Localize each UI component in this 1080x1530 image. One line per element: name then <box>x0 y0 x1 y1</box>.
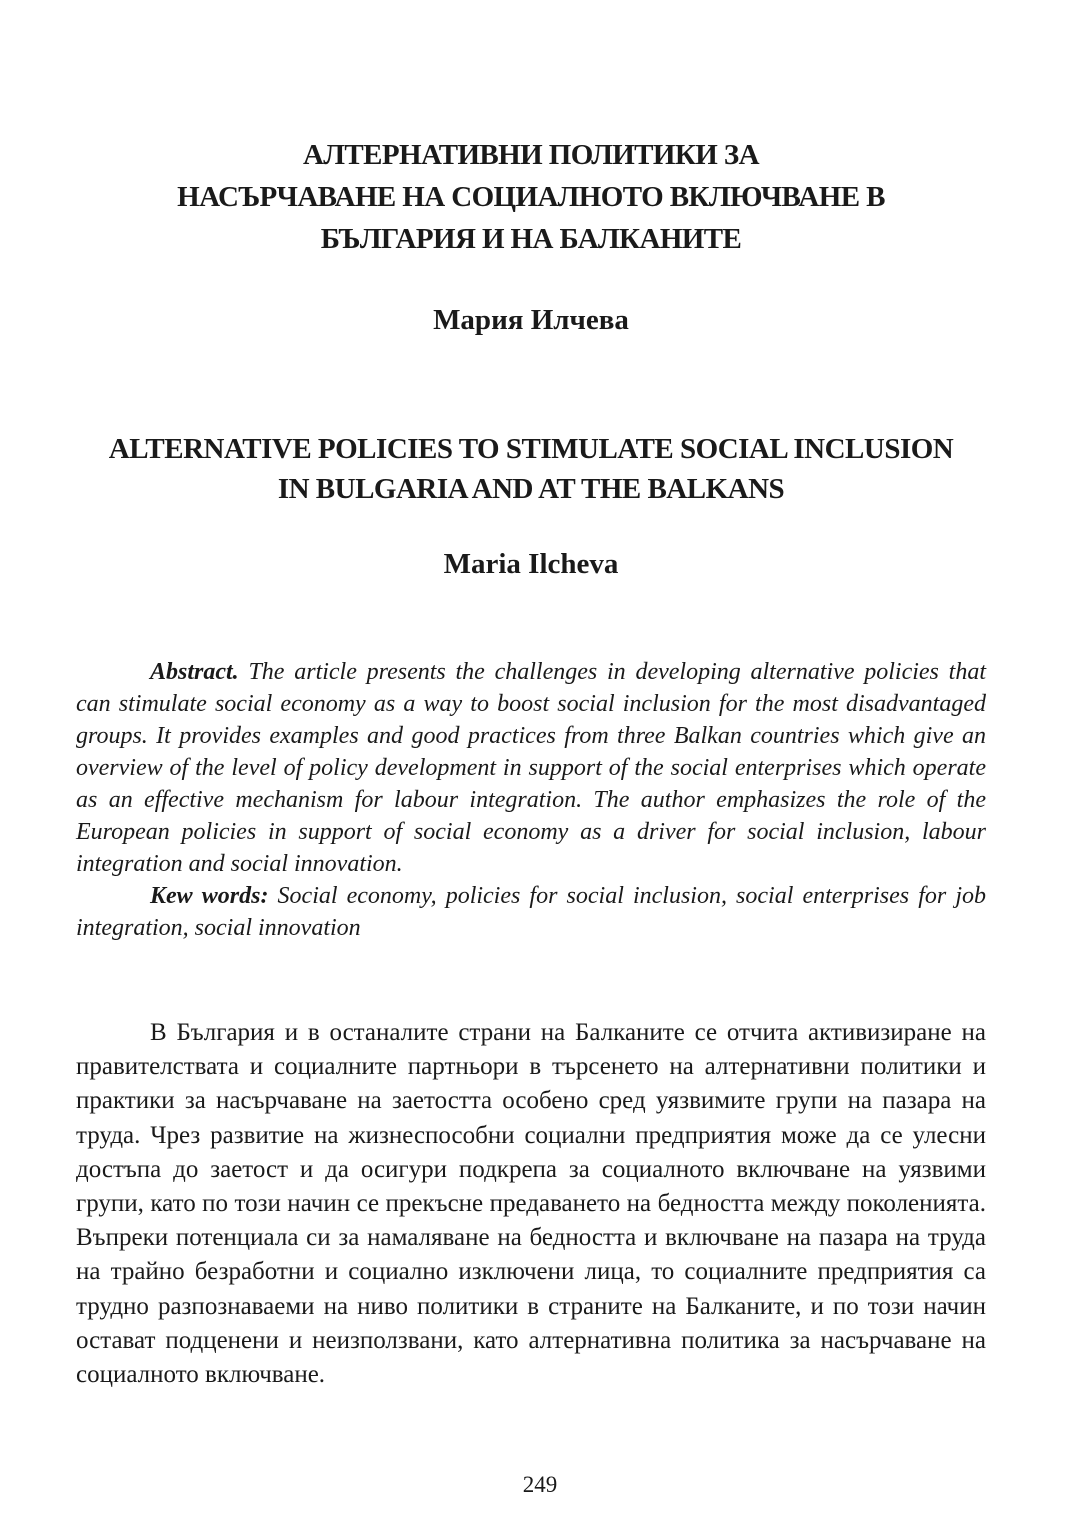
body-section <box>76 1016 986 1392</box>
bulgarian-title-line: АЛТЕРНАТИВНИ ПОЛИТИКИ ЗА <box>303 139 759 171</box>
bulgarian-title-line: НАСЪРЧАВАНЕ НА СОЦИАЛНОТО ВКЛЮЧВАНЕ В <box>177 181 885 213</box>
english-title-line: IN BULGARIA AND AT THE BALKANS <box>277 473 785 505</box>
bulgarian-title <box>76 134 986 260</box>
abstract-paragraph <box>76 656 986 880</box>
keywords-paragraph <box>76 880 986 944</box>
keywords-label: Kew words: <box>150 883 269 909</box>
body-paragraph: В България и в останалите страни на Балканите се отчита активизиране на правителствата и социалните партньори в търсенето на алтернативни политики и практики за насърчаване на заетостта особено сред уязвимите групи на пазара на труда. Чрез развитие на жизнеспособни социални предприятия може да се улесни достъпа до заетост и да осигури подкрепа за социалното включване на уязвими групи, като по този начин се прекъсне предаването на бедността между поколенията. Въпреки потенциала си за намаляване на бедността и включване на пазара на труда на трайно безработни и социално изключени лица, то социалните предприятия са трудно разпознаваеми на ниво политики в страните на Балканите, и по този начин остават подценени и неизползвани, като алтернативна политика за насърчаване на социалното включване. <box>76 1019 986 1389</box>
english-title-line: ALTERNATIVE POLICIES TO STIMULATE SOCIAL INCLUSION <box>108 433 954 465</box>
abstract-label: Abstract. <box>150 659 239 685</box>
english-title <box>76 429 986 509</box>
bulgarian-title-line: БЪЛГАРИЯ И НА БАЛКАНИТЕ <box>320 223 742 255</box>
abstract-text: The article presents the challenges in developing alternative policies that can stimulate social economy as a way to boost social inclusion for the most disadvantaged groups. It provides examples and good practices from three Balkan countries which give an overview of the level of policy development in support of the social enterprises which operate as an effective mechanism for labour integration. The author emphasizes the role of the European policies in support of social economy as a driver for social inclusion, labour integration and social innovation. <box>76 659 986 877</box>
bulgarian-author: Мария Илчева <box>433 304 629 336</box>
keywords-text: Social economy, policies for social inclusion, social enterprises for job integration, social innovation <box>76 883 986 941</box>
page-number: 249 <box>522 1472 558 1497</box>
abstract-section <box>76 656 986 944</box>
english-author: Maria Ilcheva <box>443 548 619 580</box>
